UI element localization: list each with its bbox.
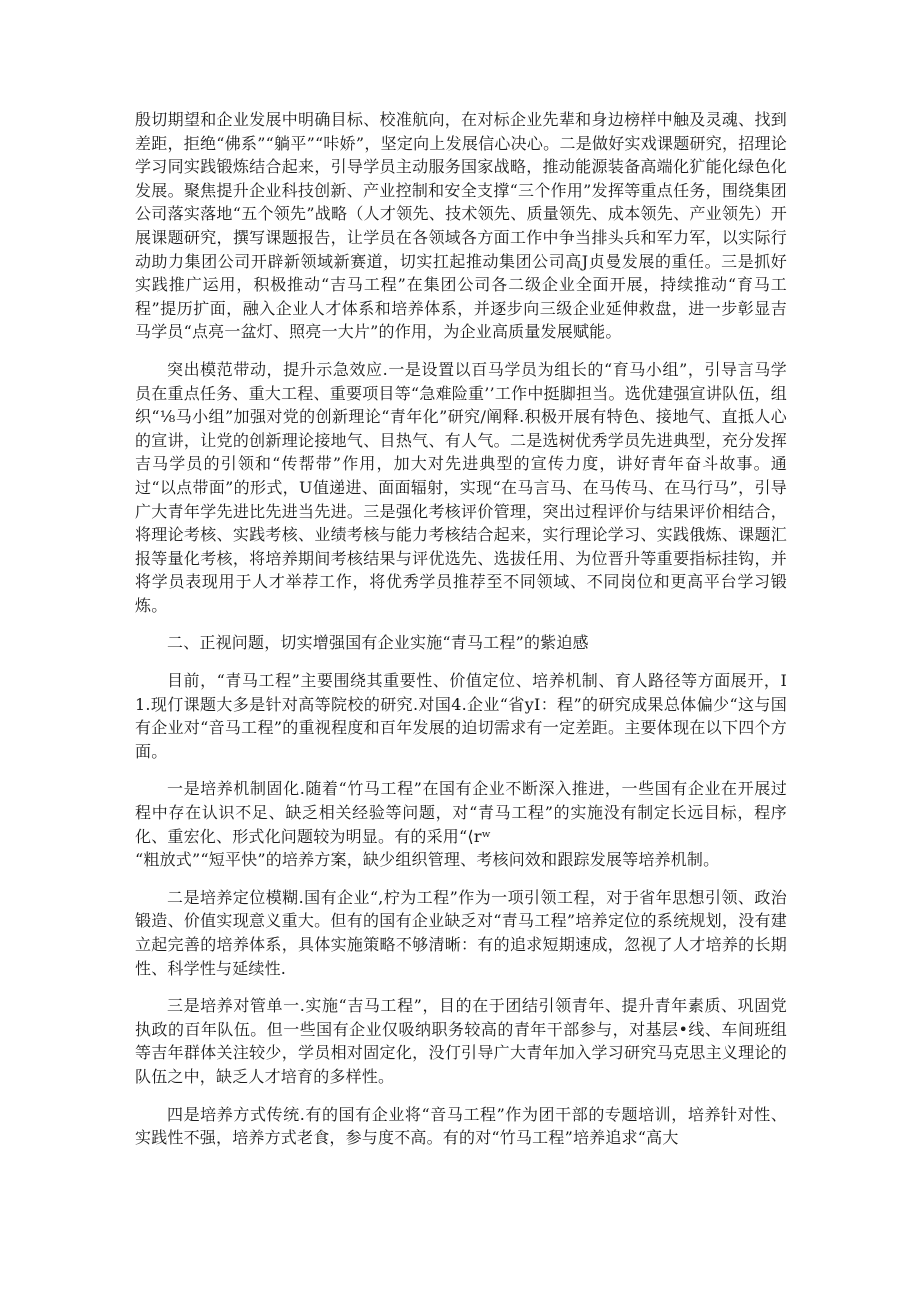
paragraph-1: 殷切期望和企业发展中明确目标、校准航向，在对标企业先辈和身边榜样中触及灵魂、找到差距，拒绝“佛系”“躺平”“咔娇”，坚定向上发展信心决心。二是做好实戏课题研究，招理论学习同实践锻炼结合起来，引导学员主动服务国家战略，推动能源装备高端化犷能化绿色化发展。聚焦提升企业科技创新、产业控制和安全支撑“三个作用”发挥等重点任务，围绕集团公司落实落地“五个领先”战略（人才领先、技术领先、质量领先、成本领先、产业领先）开展课题研究，撰写课题报告，让学员在各领域各方面工作中争当排头兵和军力军，以实际行动助力集团公司开辟新领域新赛道，切实扛起推动集团公司高J贞曼发展的重任。三是抓好实践推广运用，积极推动“吉马工程”在集团公司各二级企业全面开展，持续推动“育马工程”提历扩面，融入企业人才体系和培养体系，并逐步向三级企业延伸救盘，进一步彰显吉马学员“点亮一盆灯、照亮一大片”的作用，为企业高质量发展赋能。 xyxy=(135,110,787,342)
section-heading: 二、正视问题，切实增强国有企业实施“青马工程”的紫迫感 xyxy=(167,633,589,653)
paragraph-2: 突出模范带动，提升示急效应.一是设置以百马学员为组长的“育马小组”，引导言马学员在重点任务、重大工程、重要项目等“急难险重’’工作中挺脚担当。选优建强宣讲队伍，组织“⅛马小组”加强对党的创新理论“青年化”研究∕阐释.积极开展有特色、接地气、直抵人心的宣讲，让党的创新理论接地气、目热气、有人气。二是选树优秀学员先进典型，充分发挥吉马学员的引领和“传帮带”作用，加大对先进典型的宣传力度，讲好青年奋斗故事。通过“以点带面”的形式，U值递进、面面辐射，实现“在马言马、在马传马、在马行马”，引导广大青年学先进比先进当先进。三是强化考核评价管理，突出过程评价与结果评价相结合，将理论考核、实践考核、业绩考核与能力考核结合起来，实行理论学习、实践俄炼、课题汇报等量化考核，将培养期间考核结果与评优选先、选拔任用、为位晋升等重要指标挂钩，并将学员表现用于人才举荐工作，将优秀学员推荐至不同领域、不同岗位和更高平台学习锻炼。 xyxy=(135,359,787,615)
paragraph-5: 二是培养定位模糊.国有企业“,柠为工程”作为一项引领工程，对于省年思想引领、政治锻造、价值实现意义重大。但有的国有企业缺乏对“青马工程”培养定位的系统规划，没有建立起完善的培养体系，具体实施策略不够清晰：有的追求短期速成，忽视了人才培养的长期性、科学性与延续性. xyxy=(135,887,787,978)
paragraph-6: 三是培养对管单一.实施“吉马工程”，目的在于团结引领青年、提升青年素质、巩固党执政的百年队伍。但一些国有企业仅吸纳职务较高的青年干部参与，对基层•线、车间班组等吉年群体关注较少，学员相对固定化，没仃引导广大青年加入学习研究马克思主义理论的队伍之中，缺乏人才培育的多样性。 xyxy=(135,996,787,1086)
paragraph-4-continued: “粗放式”“短平快”的培养方案，缺少组织管理、考核问效和跟踪发展等培养机制。 xyxy=(135,850,720,870)
paragraph-4: 一是培养机制固化.随着“竹马工程”在国有企业不断深入推进，一些国有企业在开展过程中存在认识不足、缺乏相关经验等问题，对“青马工程”的实施没有制定长远目标，程序化、重宏化、形式化问题较为明显。有的采用“⟨rʷ xyxy=(135,779,787,846)
document-page xyxy=(135,108,787,1164)
paragraph-7: 四是培养方式传统.有的国有企业将“音马工程”作为团干部的专题培训，培养针对性、实践性不强，培养方式老食，参与度不高。有的对“竹马工程”培养追求“高大 xyxy=(135,1104,787,1148)
paragraph-3: 目前，“青马工程”主要围绕其重要性、价值定位、培养机制、育人路径等方面展开，I1.现仃课题大多是针对高等院校的研究.对国4.企业“省yI：程”的研究成果总体偏少“这与国有企业对“音马工程”的重视程度和百年发展的迫切需求有一定差距。主要体现在以下四个方面。 xyxy=(135,671,787,761)
